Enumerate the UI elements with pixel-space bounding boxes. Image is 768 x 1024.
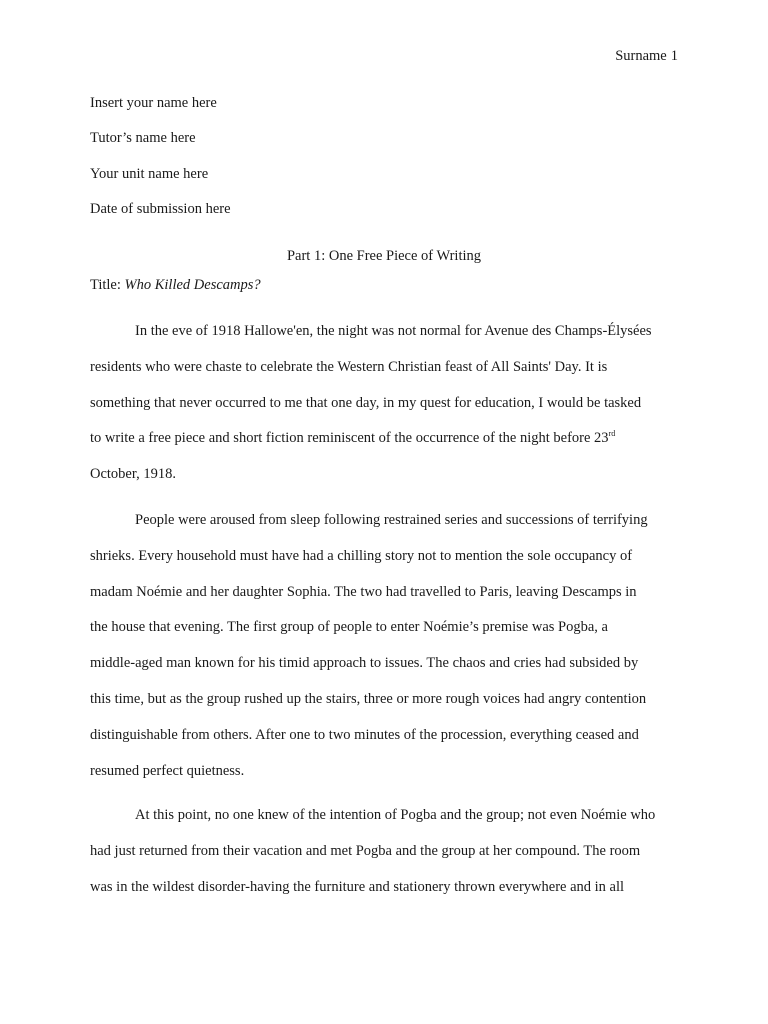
paragraph-line: At this point, no one knew of the intention of Pogba and the group; not even Noémie who — [135, 807, 656, 823]
paragraph-line: this time, but as the group rushed up the stairs, three or more rough voices had angry contention — [90, 690, 647, 707]
paragraph-line: distinguishable from others. After one to two minutes of the procession, everything ceased and — [90, 726, 639, 743]
paragraph-line: In the eve of 1918 Hallowe'en, the night was not normal for Avenue des Champs-Élysées — [135, 323, 652, 339]
paragraph-2 — [90, 503, 682, 789]
title-label: Title: — [90, 277, 121, 293]
submission-date-line: Date of submission here — [90, 201, 231, 217]
paragraph-line: madam Noémie and her daughter Sophia. The two had travelled to Paris, leaving Descamps in — [90, 583, 637, 600]
paragraph-line: People were aroused from sleep following restrained series and successions of terrifying — [135, 512, 648, 528]
title-text: Who Killed Descamps? — [124, 277, 261, 293]
paragraph-line: shrieks. Every household must have had a chilling story not to mention the sole occupancy of — [90, 547, 633, 564]
paragraph-line: October, 1918. — [90, 466, 176, 483]
paragraph-line — [90, 421, 682, 457]
unit-name-line: Your unit name here — [90, 166, 209, 182]
paragraph-line: was in the wildest disorder-having the furniture and stationery thrown everywhere and in all — [90, 878, 625, 895]
paragraph-line: residents who were chaste to celebrate the Western Christian feast of All Saints' Day. It is — [90, 358, 608, 375]
paragraph-line: the house that evening. The first group of people to enter Noémie’s premise was Pogba, a — [90, 619, 608, 636]
essay-title — [90, 276, 261, 294]
tutor-name-line: Tutor’s name here — [90, 130, 196, 146]
student-name-line: Insert your name here — [90, 95, 217, 111]
paragraph-line-text: to write a free piece and short fiction reminiscent of the occurrence of the night before 23 — [90, 430, 609, 447]
paragraph-line: had just returned from their vacation and met Pogba and the group at her compound. The room — [90, 842, 641, 859]
ordinal-superscript: rd — [608, 429, 616, 439]
paragraph-line: middle-aged man known for his timid approach to issues. The chaos and cries had subsided by — [90, 655, 639, 672]
header-surname: Surname — [615, 48, 667, 64]
part-title: Part 1: One Free Piece of Writing — [286, 248, 482, 264]
paragraph-1 — [90, 314, 682, 493]
page-header — [615, 47, 678, 65]
paragraph-3 — [90, 798, 682, 905]
paragraph-line: something that never occurred to me that one day, in my quest for education, I would be tasked — [90, 394, 642, 411]
paragraph-line: resumed perfect quietness. — [90, 762, 245, 779]
page-number: 1 — [670, 48, 678, 64]
